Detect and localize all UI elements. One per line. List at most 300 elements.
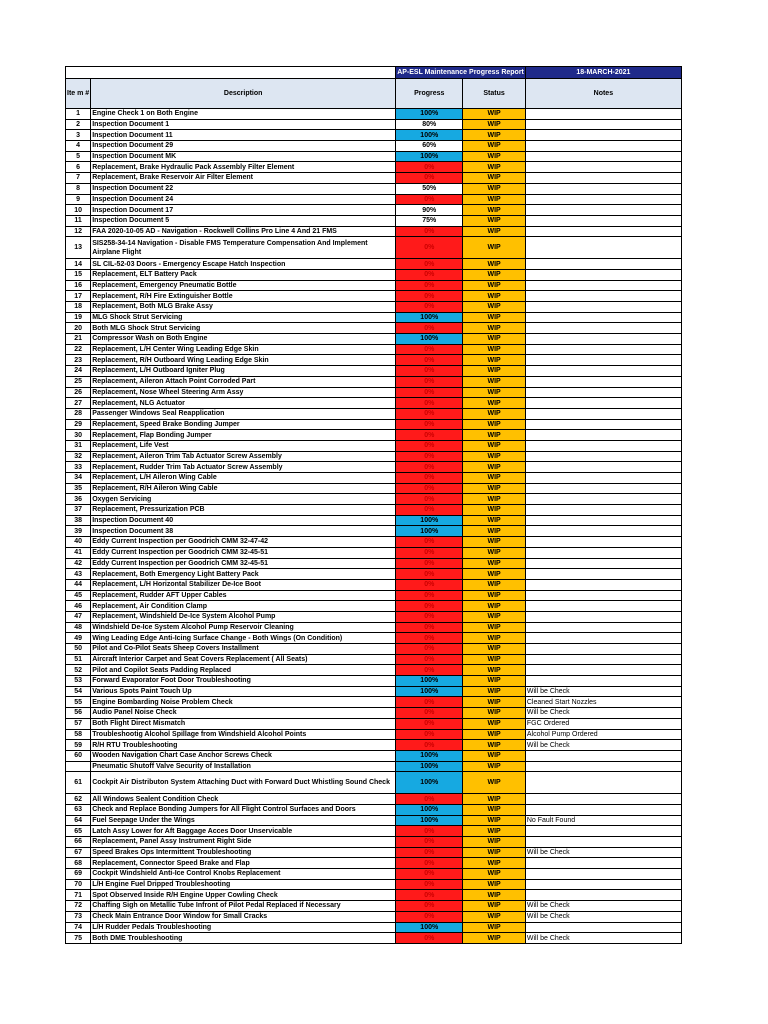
- row-progress: 100%: [396, 676, 463, 687]
- row-notes: Will be Check: [525, 911, 681, 922]
- table-row: [66, 590, 682, 601]
- row-notes: [525, 344, 681, 355]
- row-description: Cockpit Air Distributon System Attaching Duct with Forward Duct Whistling Sound Check: [91, 772, 396, 794]
- row-item-number: 66: [66, 837, 91, 848]
- table-row: [66, 922, 682, 933]
- table-row: [66, 215, 682, 226]
- row-status: WIP: [463, 922, 526, 933]
- table-row: [66, 323, 682, 334]
- table-row: [66, 611, 682, 622]
- row-item-number: 26: [66, 387, 91, 398]
- row-status: WIP: [463, 579, 526, 590]
- table-row: [66, 579, 682, 590]
- row-status: WIP: [463, 291, 526, 302]
- row-item-number: 13: [66, 237, 91, 259]
- row-status: WIP: [463, 408, 526, 419]
- row-progress: 0%: [396, 226, 463, 237]
- table-row: [66, 804, 682, 815]
- row-progress: 100%: [396, 334, 463, 345]
- table-row: [66, 312, 682, 323]
- row-description: Replacement, Emergency Pneumatic Bottle: [91, 280, 396, 291]
- row-item-number: 7: [66, 173, 91, 184]
- row-status: WIP: [463, 622, 526, 633]
- maintenance-progress-table: [65, 66, 682, 944]
- row-status: WIP: [463, 879, 526, 890]
- row-item-number: 54: [66, 686, 91, 697]
- row-progress: 0%: [396, 269, 463, 280]
- row-status: WIP: [463, 205, 526, 216]
- row-progress: 60%: [396, 141, 463, 152]
- table-row: [66, 644, 682, 655]
- table-row: [66, 419, 682, 430]
- row-status: WIP: [463, 590, 526, 601]
- table-row: [66, 526, 682, 537]
- table-row: [66, 130, 682, 141]
- row-progress: 0%: [396, 259, 463, 270]
- row-description: L/H Engine Fuel Dripped Troubleshooting: [91, 879, 396, 890]
- row-status: WIP: [463, 911, 526, 922]
- row-status: WIP: [463, 761, 526, 772]
- row-item-number: 17: [66, 291, 91, 302]
- row-progress: 0%: [396, 718, 463, 729]
- row-status: WIP: [463, 815, 526, 826]
- row-item-number: 46: [66, 601, 91, 612]
- table-row: [66, 890, 682, 901]
- table-row: [66, 869, 682, 880]
- table-row: [66, 676, 682, 687]
- table-row: [66, 205, 682, 216]
- row-status: WIP: [463, 826, 526, 837]
- table-row: [66, 173, 682, 184]
- row-notes: [525, 237, 681, 259]
- row-progress: 0%: [396, 869, 463, 880]
- row-item-number: 65: [66, 826, 91, 837]
- row-status: WIP: [463, 226, 526, 237]
- row-progress: 100%: [396, 761, 463, 772]
- row-item-number: 60: [66, 750, 91, 761]
- table-row: [66, 462, 682, 473]
- row-description: Replacement, Windshield De-Ice System Alcohol Pump: [91, 611, 396, 622]
- row-progress: 0%: [396, 547, 463, 558]
- row-item-number: 37: [66, 505, 91, 516]
- row-description: Replacement, Rudder AFT Upper Cables: [91, 590, 396, 601]
- row-item-number: 6: [66, 162, 91, 173]
- table-row: [66, 718, 682, 729]
- row-notes: [525, 451, 681, 462]
- row-notes: [525, 141, 681, 152]
- row-progress: 0%: [396, 376, 463, 387]
- row-status: WIP: [463, 740, 526, 751]
- row-progress: 0%: [396, 408, 463, 419]
- row-notes: No Fault Found: [525, 815, 681, 826]
- table-row: [66, 494, 682, 505]
- row-description: Replacement, ELT Battery Pack: [91, 269, 396, 280]
- row-progress: 0%: [396, 697, 463, 708]
- row-progress: 0%: [396, 430, 463, 441]
- table-row: [66, 141, 682, 152]
- row-description: Replacement, Brake Reservoir Air Filter Element: [91, 173, 396, 184]
- row-item-number: 2: [66, 119, 91, 130]
- row-item-number: 73: [66, 911, 91, 922]
- row-progress: 0%: [396, 344, 463, 355]
- row-item-number: 41: [66, 547, 91, 558]
- row-notes: [525, 772, 681, 794]
- row-progress: 0%: [396, 601, 463, 612]
- row-status: WIP: [463, 644, 526, 655]
- table-row: [66, 633, 682, 644]
- table-row: [66, 761, 682, 772]
- table-row: [66, 515, 682, 526]
- row-item-number: 62: [66, 794, 91, 805]
- row-description: Both MLG Shock Strut Servicing: [91, 323, 396, 334]
- row-item-number: 53: [66, 676, 91, 687]
- col-header-item: Ite m #: [66, 79, 91, 109]
- row-description: Inspection Document 11: [91, 130, 396, 141]
- row-notes: FGC Ordered: [525, 718, 681, 729]
- row-item-number: 49: [66, 633, 91, 644]
- row-item-number: 24: [66, 366, 91, 377]
- row-status: WIP: [463, 462, 526, 473]
- row-description: Replacement, Life Vest: [91, 440, 396, 451]
- row-description: Replacement, Speed Brake Bonding Jumper: [91, 419, 396, 430]
- row-status: WIP: [463, 526, 526, 537]
- row-description: Inspection Document 1: [91, 119, 396, 130]
- row-description: Oxygen Servicing: [91, 494, 396, 505]
- row-progress: 0%: [396, 355, 463, 366]
- row-item-number: 42: [66, 558, 91, 569]
- row-notes: [525, 890, 681, 901]
- col-header-description: Description: [91, 79, 396, 109]
- row-item-number: 32: [66, 451, 91, 462]
- row-item-number: 34: [66, 473, 91, 484]
- row-item-number: 50: [66, 644, 91, 655]
- row-description: Replacement, L/H Center Wing Leading Edge Skin: [91, 344, 396, 355]
- row-description: Aircraft Interior Carpet and Seat Covers Replacement ( All Seats): [91, 654, 396, 665]
- row-notes: Will be Check: [525, 933, 681, 944]
- row-progress: 0%: [396, 633, 463, 644]
- row-status: WIP: [463, 109, 526, 120]
- row-item-number: 23: [66, 355, 91, 366]
- row-notes: [525, 611, 681, 622]
- row-progress: 0%: [396, 794, 463, 805]
- row-progress: 0%: [396, 440, 463, 451]
- row-description: Replacement, R/H Outboard Wing Leading Edge Skin: [91, 355, 396, 366]
- row-status: WIP: [463, 430, 526, 441]
- row-status: WIP: [463, 269, 526, 280]
- table-row: [66, 794, 682, 805]
- row-progress: 0%: [396, 291, 463, 302]
- row-description: Wing Leading Edge Anti-Icing Surface Change - Both Wings (On Condition): [91, 633, 396, 644]
- row-status: WIP: [463, 151, 526, 162]
- row-status: WIP: [463, 398, 526, 409]
- row-notes: [525, 183, 681, 194]
- row-notes: [525, 419, 681, 430]
- row-progress: 100%: [396, 686, 463, 697]
- row-notes: [525, 408, 681, 419]
- table-row: [66, 815, 682, 826]
- table-row: [66, 697, 682, 708]
- row-progress: 0%: [396, 622, 463, 633]
- row-description: Eddy Current Inspection per Goodrich CMM 32-47-42: [91, 537, 396, 548]
- row-notes: [525, 398, 681, 409]
- row-description: Replacement, R/H Fire Extinguisher Bottle: [91, 291, 396, 302]
- row-notes: [525, 804, 681, 815]
- row-progress: 0%: [396, 505, 463, 516]
- row-notes: Cleaned Start Nozzles: [525, 697, 681, 708]
- row-item-number: 55: [66, 697, 91, 708]
- row-description: Inspection Document 38: [91, 526, 396, 537]
- table-row: [66, 622, 682, 633]
- row-description: Replacement, Pressurization PCB: [91, 505, 396, 516]
- row-notes: [525, 494, 681, 505]
- row-progress: 0%: [396, 237, 463, 259]
- row-status: WIP: [463, 750, 526, 761]
- row-notes: [525, 794, 681, 805]
- row-item-number: 35: [66, 483, 91, 494]
- row-status: WIP: [463, 130, 526, 141]
- row-item-number: 68: [66, 858, 91, 869]
- row-progress: 100%: [396, 804, 463, 815]
- task-rows: [66, 109, 682, 944]
- table-row: [66, 665, 682, 676]
- table-row: [66, 686, 682, 697]
- table-row: [66, 837, 682, 848]
- row-notes: [525, 462, 681, 473]
- row-item-number: 18: [66, 302, 91, 313]
- row-item-number: 16: [66, 280, 91, 291]
- row-notes: [525, 259, 681, 270]
- row-status: WIP: [463, 302, 526, 313]
- row-item-number: 71: [66, 890, 91, 901]
- row-description: Engine Bombarding Noise Problem Check: [91, 697, 396, 708]
- row-notes: [525, 483, 681, 494]
- row-notes: Will be Check: [525, 847, 681, 858]
- row-description: Inspection Document 22: [91, 183, 396, 194]
- row-status: WIP: [463, 601, 526, 612]
- row-notes: [525, 590, 681, 601]
- row-progress: 100%: [396, 515, 463, 526]
- row-notes: [525, 654, 681, 665]
- table-row: [66, 226, 682, 237]
- report-title-bar: [66, 67, 682, 79]
- row-item-number: 19: [66, 312, 91, 323]
- row-notes: Will be Check: [525, 686, 681, 697]
- table-row: [66, 366, 682, 377]
- row-item-number: 48: [66, 622, 91, 633]
- row-status: WIP: [463, 611, 526, 622]
- row-progress: 0%: [396, 537, 463, 548]
- row-progress: 100%: [396, 312, 463, 323]
- row-status: WIP: [463, 259, 526, 270]
- table-row: [66, 750, 682, 761]
- row-notes: [525, 547, 681, 558]
- row-item-number: 31: [66, 440, 91, 451]
- row-progress: 0%: [396, 302, 463, 313]
- row-description: Inspection Document 17: [91, 205, 396, 216]
- row-description: Latch Assy Lower for Aft Baggage Acces Door Unservicable: [91, 826, 396, 837]
- row-notes: [525, 226, 681, 237]
- row-notes: Alcohol Pump Ordered: [525, 729, 681, 740]
- row-description: Replacement, Panel Assy Instrument Right Side: [91, 837, 396, 848]
- row-progress: 0%: [396, 194, 463, 205]
- row-notes: [525, 622, 681, 633]
- row-status: WIP: [463, 419, 526, 430]
- row-progress: 0%: [396, 590, 463, 601]
- row-status: WIP: [463, 473, 526, 484]
- table-row: [66, 729, 682, 740]
- row-description: Inspection Document 24: [91, 194, 396, 205]
- row-description: Replacement, Connector Speed Brake and Flap: [91, 858, 396, 869]
- row-status: WIP: [463, 366, 526, 377]
- table-row: [66, 654, 682, 665]
- row-status: WIP: [463, 173, 526, 184]
- row-item-number: 5: [66, 151, 91, 162]
- row-notes: [525, 665, 681, 676]
- row-notes: [525, 194, 681, 205]
- table-row: [66, 708, 682, 719]
- row-item-number: 40: [66, 537, 91, 548]
- report-date: 18-MARCH-2021: [525, 67, 681, 79]
- row-status: WIP: [463, 387, 526, 398]
- table-row: [66, 569, 682, 580]
- row-item-number: 70: [66, 879, 91, 890]
- row-description: MLG Shock Strut Servicing: [91, 312, 396, 323]
- row-description: Pneumatic Shutoff Valve Security of Installation: [91, 761, 396, 772]
- row-description: Speed Brakes Ops Intermittent Troubleshooting: [91, 847, 396, 858]
- row-item-number: 69: [66, 869, 91, 880]
- row-description: Check Main Entrance Door Window for Small Cracks: [91, 911, 396, 922]
- row-item-number: 63: [66, 804, 91, 815]
- row-status: WIP: [463, 451, 526, 462]
- row-description: Replacement, Aileron Trim Tab Actuator Screw Assembly: [91, 451, 396, 462]
- row-notes: [525, 473, 681, 484]
- row-status: WIP: [463, 697, 526, 708]
- table-row: [66, 237, 682, 259]
- row-status: WIP: [463, 901, 526, 912]
- row-description: SL CIL-52-03 Doors - Emergency Escape Hatch Inspection: [91, 259, 396, 270]
- row-progress: 0%: [396, 173, 463, 184]
- row-notes: [525, 750, 681, 761]
- row-progress: 100%: [396, 750, 463, 761]
- row-notes: [525, 440, 681, 451]
- row-status: WIP: [463, 355, 526, 366]
- table-row: [66, 162, 682, 173]
- row-status: WIP: [463, 569, 526, 580]
- row-item-number: 8: [66, 183, 91, 194]
- row-notes: [525, 323, 681, 334]
- row-status: WIP: [463, 376, 526, 387]
- row-description: Passenger Windows Seal Reapplication: [91, 408, 396, 419]
- row-description: Various Spots Paint Touch Up: [91, 686, 396, 697]
- blank-corner: [66, 67, 396, 79]
- row-description: Replacement, L/H Outboard Igniter Plug: [91, 366, 396, 377]
- row-notes: [525, 291, 681, 302]
- row-description: Chaffing Sigh on Metallic Tube Infront of Pilot Pedal Replaced if Necessary: [91, 901, 396, 912]
- row-progress: 0%: [396, 837, 463, 848]
- row-description: Replacement, L/H Horizontal Stabilizer De-Ice Boot: [91, 579, 396, 590]
- row-description: Inspection Document 29: [91, 141, 396, 152]
- row-progress: 50%: [396, 183, 463, 194]
- row-notes: [525, 430, 681, 441]
- row-notes: [525, 505, 681, 516]
- row-description: Replacement, Aileron Attach Point Corroded Part: [91, 376, 396, 387]
- row-progress: 0%: [396, 729, 463, 740]
- table-row: [66, 387, 682, 398]
- row-progress: 0%: [396, 323, 463, 334]
- row-item-number: 25: [66, 376, 91, 387]
- row-progress: 100%: [396, 922, 463, 933]
- table-row: [66, 826, 682, 837]
- row-item-number: 3: [66, 130, 91, 141]
- row-status: WIP: [463, 708, 526, 719]
- table-row: [66, 151, 682, 162]
- row-notes: [525, 387, 681, 398]
- row-progress: 100%: [396, 109, 463, 120]
- table-row: [66, 901, 682, 912]
- table-row: [66, 911, 682, 922]
- row-progress: 0%: [396, 280, 463, 291]
- row-item-number: 36: [66, 494, 91, 505]
- table-row: [66, 440, 682, 451]
- row-status: WIP: [463, 280, 526, 291]
- row-progress: 0%: [396, 419, 463, 430]
- row-notes: [525, 826, 681, 837]
- row-progress: 80%: [396, 119, 463, 130]
- row-notes: [525, 837, 681, 848]
- row-progress: 0%: [396, 740, 463, 751]
- row-progress: 0%: [396, 451, 463, 462]
- row-status: WIP: [463, 869, 526, 880]
- row-item-number: 67: [66, 847, 91, 858]
- row-item-number: 39: [66, 526, 91, 537]
- row-progress: 0%: [396, 665, 463, 676]
- row-progress: 0%: [396, 558, 463, 569]
- row-description: Inspection Document MK: [91, 151, 396, 162]
- row-progress: 0%: [396, 494, 463, 505]
- row-progress: 0%: [396, 579, 463, 590]
- row-item-number: 75: [66, 933, 91, 944]
- row-progress: 0%: [396, 826, 463, 837]
- row-description: Replacement, L/H Aileron Wing Cable: [91, 473, 396, 484]
- row-progress: 75%: [396, 215, 463, 226]
- row-progress: 0%: [396, 933, 463, 944]
- row-item-number: 15: [66, 269, 91, 280]
- row-item-number: 30: [66, 430, 91, 441]
- row-status: WIP: [463, 633, 526, 644]
- row-description: Replacement, Nose Wheel Steering Arm Assy: [91, 387, 396, 398]
- row-description: Replacement, Brake Hydraulic Pack Assembly Filter Element: [91, 162, 396, 173]
- row-description: Both DME Troubleshooting: [91, 933, 396, 944]
- row-item-number: 21: [66, 334, 91, 345]
- row-description: Windshield De-Ice System Alcohol Pump Reservoir Cleaning: [91, 622, 396, 633]
- row-item-number: 14: [66, 259, 91, 270]
- row-notes: [525, 162, 681, 173]
- row-notes: [525, 579, 681, 590]
- col-header-progress: Progress: [396, 79, 463, 109]
- row-status: WIP: [463, 162, 526, 173]
- row-status: WIP: [463, 515, 526, 526]
- row-description: Engine Check 1 on Both Engine: [91, 109, 396, 120]
- row-notes: [525, 376, 681, 387]
- row-description: Cockpit Windshield Anti-Ice Control Knobs Replacement: [91, 869, 396, 880]
- row-notes: [525, 119, 681, 130]
- row-status: WIP: [463, 119, 526, 130]
- table-row: [66, 109, 682, 120]
- row-description: Eddy Current Inspection per Goodrich CMM 32-45-51: [91, 547, 396, 558]
- row-item-number: 38: [66, 515, 91, 526]
- table-row: [66, 847, 682, 858]
- row-description: Replacement, Air Condition Clamp: [91, 601, 396, 612]
